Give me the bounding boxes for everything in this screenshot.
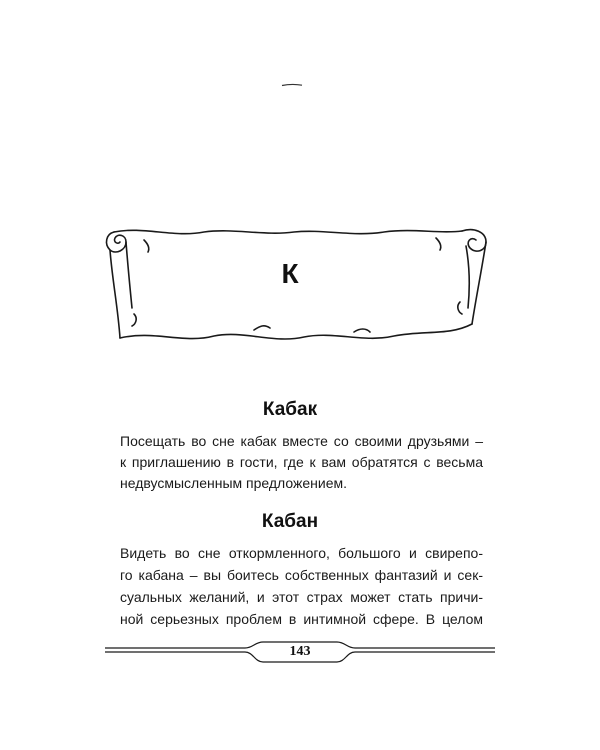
- entry-text-line: го кабана – вы боитесь собственных фантазий и сек-: [120, 567, 483, 583]
- page-number: 143: [289, 644, 311, 659]
- entry-text-line: ной серьезных проблем в интимной сфере. В целом: [120, 611, 483, 627]
- entry-text-line: Видеть во сне откормленного, большого и свирепо-: [120, 545, 483, 561]
- entry-text-line: Посещать во сне кабак вместе со своими друзьями –: [120, 433, 483, 449]
- entry-title: Кабак: [262, 399, 318, 420]
- entry-text-line: суальных желаний, и этот страх может стать причи-: [120, 589, 483, 605]
- entry-text-line: недвусмысленным предложением.: [120, 475, 348, 491]
- entry-text-line: к приглашению в гости, где к вам обратятся с весьма: [120, 454, 483, 470]
- section-letter: К: [281, 258, 299, 289]
- top-decorative-mark: [281, 83, 303, 87]
- entry-title: Кабан: [261, 511, 319, 532]
